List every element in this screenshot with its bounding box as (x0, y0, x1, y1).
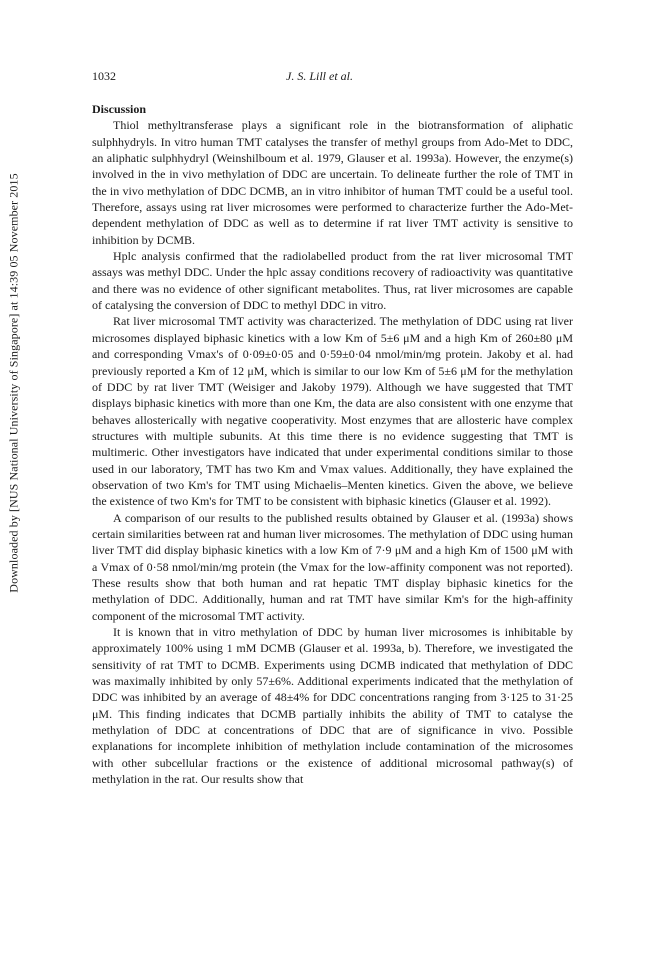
page-number: 1032 (92, 69, 116, 83)
download-watermark (6, 63, 22, 703)
running-head-text: J. S. Lill et al. (286, 69, 353, 83)
paragraph-2: Hplc analysis confirmed that the radiolabelled product from the rat liver microsomal TMT assays was methyl DDC. Under the hplc assay conditions recovery of radioactivity was quantitative and there was no evidence of other significant metabolites. Thus, rat liver microsomes are capable of catalysing the conversion of DDC to methyl DDC in vitro. (92, 249, 573, 313)
running-head (286, 69, 353, 84)
download-watermark-text: Downloaded by [NUS National University of Singapore] at 14:39 05 November 2015 (6, 173, 21, 593)
paragraph-3: Rat liver microsomal TMT activity was characterized. The methylation of DDC using rat liver microsomes displayed biphasic kinetics with a low Km of 5±6 μM and a high Km of 260±80 μM and corresponding Vmax's of 0·09±0·05 and 0·59±0·04 nmol/min/mg protein. Jakoby et al. had previously reported a Km of 12 μM, which is similar to our low Km of 5±6 μM for the methylation of DDC by rat liver TMT (Weisiger and Jakoby 1979). Although we have suggested that TMT displays biphasic kinetics with more than one Km, the data are also consistent with one enzyme that behaves allosterically with negative cooperativity. Most enzymes that are allosteric have complex structures with multiple subunits. At this time there is no evidence suggesting that TMT is multimeric. Other investigators have indicated that under experimental conditions similar to those used in our laboratory, TMT has two Km and Vmax values. Additionally, they have explained the observation of two Km's for TMT using Michaelis–Menten kinetics. Given the above, we believe the existence of two Km's for TMT to be consistent with biphasic kinetics (Glauser et al. 1992). (92, 314, 573, 509)
paragraph-1: Thiol methyltransferase plays a significant role in the biotransformation of aliphatic sulphhydryls. In vitro human TMT catalyses the transfer of methyl groups from Ado-Met to DDC, an aliphatic sulphhydryl (Weinshilboum et al. 1979, Glauser et al. 1993a). However, the enzyme(s) involved in the in vivo methylation of DDC are uncertain. To delineate further the role of TMT in the in vivo methylation of DDC DCMB, an in vitro inhibitor of human TMT could be a useful tool. Therefore, assays using rat liver microsomes were performed to characterize further the Ado-Met-dependent methylation of DDC as well as to determine if rat liver TMT activity is sensitive to inhibition by DCMB. (92, 118, 573, 247)
discussion-section (92, 101, 573, 787)
paragraph-5: It is known that in vitro methylation of DDC by human liver microsomes is inhibitable by approximately 100% using 1 mM DCMB (Glauser et al. 1993a, b). Therefore, we investigated the sensitivity of rat TMT to DCMB. Experiments using DCMB indicated that methylation of DDC was maximally inhibited by only 57±6%. Additional experiments indicated that the methylation of DDC was inhibited by an average of 48±4% for DDC concentrations ranging from 3·125 to 31·25 μM. This finding indicates that DCMB partially inhibits the ability of TMT to catalyse the methylation of DDC at concentrations of DDC that are of significance in vivo. Possible explanations for incomplete inhibition of methylation include contamination of the microsomes with other subcellular fractions or the existence of additional microsomal pathway(s) of methylation in the rat. Our results show that (92, 625, 573, 787)
section-heading: Discussion (92, 102, 147, 116)
paragraph-4: A comparison of our results to the published results obtained by Glauser et al. (1993a) shows certain similarities between rat and human liver microsomes. The methylation of DDC using human liver TMT did display biphasic kinetics with a low Km of 7·9 μM and a high Km of 1500 μM with a Vmax of 0·58 nmol/min/mg protein (the Vmax for the low-affinity component was not reported). These results show that both human and rat hepatic TMT display biphasic kinetics for the methylation of DDC. Additionally, human and rat TMT have similar Km's for the high-affinity component of the microsomal TMT activity. (92, 510, 573, 623)
